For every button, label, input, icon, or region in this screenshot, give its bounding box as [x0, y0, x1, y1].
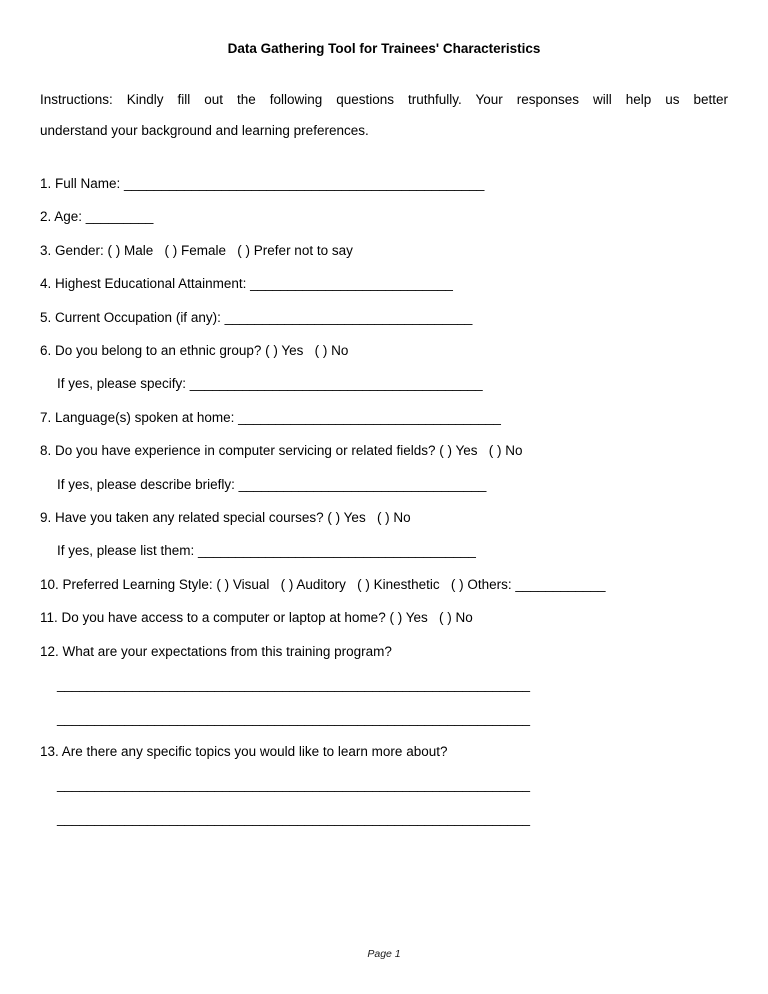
- questionnaire: [40, 167, 728, 835]
- question-ethnic-group-specify: If yes, please specify: _______________________________________: [57, 376, 483, 392]
- question-learning-style: 10. Preferred Learning Style: ( ) Visual ( ) Auditory ( ) Kinesthetic ( ) Others: ____________: [40, 576, 606, 592]
- question-computer-access: 11. Do you have access to a computer or laptop at home? ( ) Yes ( ) No: [40, 610, 473, 626]
- question-educational-attainment: 4. Highest Educational Attainment: ___________________________: [40, 276, 453, 292]
- question-languages: 7. Language(s) spoken at home: ___________________________________: [40, 409, 501, 425]
- answer-blank-line: _______________________________________________________________: [57, 677, 531, 693]
- question-specific-topics: 13. Are there any specific topics you would like to learn more about?: [40, 743, 448, 759]
- question-gender: 3. Gender: ( ) Male ( ) Female ( ) Prefer not to say: [40, 242, 353, 258]
- question-current-occupation: 5. Current Occupation (if any): _________________________________: [40, 309, 473, 325]
- instructions-paragraph: [40, 84, 728, 146]
- answer-blank-line: _______________________________________________________________: [57, 710, 531, 726]
- question-experience-describe: If yes, please describe briefly: _________________________________: [57, 476, 487, 492]
- question-expectations: 12. What are your expectations from this training program?: [40, 643, 392, 659]
- question-full-name: 1. Full Name: ________________________________________________: [40, 176, 485, 191]
- question-courses-list: If yes, please list them: _____________________________________: [57, 543, 476, 559]
- document-title: Data Gathering Tool for Trainees' Characteristics: [227, 41, 541, 56]
- question-special-courses: 9. Have you taken any related special courses? ( ) Yes ( ) No: [40, 510, 411, 526]
- instructions-line-2: understand your background and learning preferences.: [40, 123, 369, 138]
- question-ethnic-group: 6. Do you belong to an ethnic group? ( ) Yes ( ) No: [40, 343, 349, 359]
- answer-blank-line: _______________________________________________________________: [57, 777, 531, 793]
- answer-blank-line: _______________________________________________________________: [57, 810, 531, 826]
- question-age: 2. Age: _________: [40, 209, 154, 225]
- question-computer-experience: 8. Do you have experience in computer servicing or related fields? ( ) Yes ( ) No: [40, 443, 523, 459]
- instructions-line-1: Instructions: Kindly fill out the following questions truthfully. Your responses will help us better: [40, 92, 728, 107]
- page-number: Page 1: [367, 948, 401, 960]
